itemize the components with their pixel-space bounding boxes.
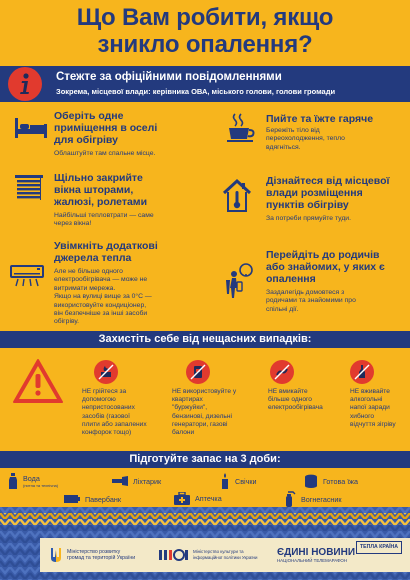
no-gas-stove-icon <box>94 360 118 384</box>
ministry-culture: Міністерство культури та інформаційної політики України <box>193 549 258 560</box>
footer-partners-bar <box>40 538 410 572</box>
tip-warming-points: Дізнайтеся від місцевої влади розміщення пунктів обігріву За потреби прямуйте туди. <box>266 175 390 222</box>
page-title <box>0 4 410 58</box>
protect-header: Захистіть себе від нещасних випадків: <box>0 331 410 348</box>
food-can-icon <box>304 474 318 488</box>
trident-icon <box>50 547 62 563</box>
info-title: Стежте за офіційними повідомленнями <box>56 71 282 83</box>
warning-triangle-icon <box>12 358 64 409</box>
fire-extinguisher-icon <box>284 491 296 507</box>
tip-extra-heat: Увімкніть додаткові джерела тепла Але не більше одного електрообігрівача — може не витримати мережа. Якщо на вулиці вище за 0°C — використовуйте кондиціонер, він безпечніше за інші засоби обігріву. <box>54 240 158 326</box>
ministry-culture-logo-icon <box>159 548 189 562</box>
supply-flashlight: Ліхтарик <box>112 476 161 486</box>
supplies-header: Підготуйте запас на 3 доби: <box>0 451 410 468</box>
protect-item-1: НЕ грійтеся за допомогою непристосованих засобів (газової плити або запалених конфорок тощо) <box>82 388 147 437</box>
protect-item-4: НЕ вживайте алкогольні напої заради хибного відчуття зігріву <box>350 388 396 428</box>
supply-water: Вода (питна та технічна) <box>8 473 58 489</box>
tip-close-windows: Щільно закрийте вікна шторами, жалюзі, ролетами Найбільші тепловтрати — саме через вікна! <box>54 172 154 228</box>
no-multiple-heaters-icon <box>270 360 294 384</box>
info-subtitle: Зокрема, місцевої влади: керівника ОВА, міського голови, голови громади <box>56 87 336 96</box>
supply-first-aid: Аптечка <box>174 492 222 505</box>
warm-country-badge: ТЕПЛА КРАЇНА <box>356 541 402 554</box>
air-conditioner-icon <box>10 264 46 293</box>
ministry-communities: Міністерство розвитку громад та територій України <box>67 549 136 561</box>
flashlight-icon <box>112 476 128 486</box>
hot-cup-icon <box>226 112 256 149</box>
tip-go-to-relatives: Перейдіть до родичів або знайомих, у яких є опалення Заздалегідь домовтеся з родичами та знайомими про спільні дії. <box>266 249 385 313</box>
supply-extinguisher: Вогнегасник <box>284 491 342 507</box>
supply-powerbank: Павербанк <box>64 494 121 504</box>
window-blinds-icon <box>14 174 44 207</box>
candle-icon <box>220 473 230 489</box>
united-news-logo: ЄДИНІ НОВИНИ НАЦІОНАЛЬНИЙ ТЕЛЕМАРАФОН <box>277 547 356 563</box>
supply-candles: Свічки <box>220 473 257 489</box>
title-line-2: зникло опалення? <box>97 31 313 58</box>
info-icon <box>8 67 42 101</box>
first-aid-kit-icon <box>174 492 190 505</box>
protect-item-2: НЕ використовуйте у квартирах "буржуйки", бензинові, дизельні генератори, газові балони <box>172 388 237 437</box>
water-bottle-icon <box>8 473 18 489</box>
title-line-1: Що Вам робити, якщо <box>76 4 334 31</box>
tip-one-room: Оберіть одне приміщення в оселі для обігріву Облаштуйте там спальне місце. <box>54 110 158 157</box>
battery-icon <box>64 494 80 504</box>
supply-ready-food: Готова їжа <box>304 474 358 488</box>
protect-item-3: НЕ вмикайте більше одного електрообігрівача <box>268 388 323 412</box>
no-generator-icon <box>186 360 210 384</box>
no-alcohol-icon <box>350 360 374 384</box>
person-walking-icon <box>222 262 256 305</box>
house-thermometer-icon <box>222 178 252 219</box>
tip-hot-food: Пийте та їжте гаряче Бережіть тіло від переохолодження, тепло вдягніться. <box>266 113 374 151</box>
bed-icon <box>14 116 48 145</box>
